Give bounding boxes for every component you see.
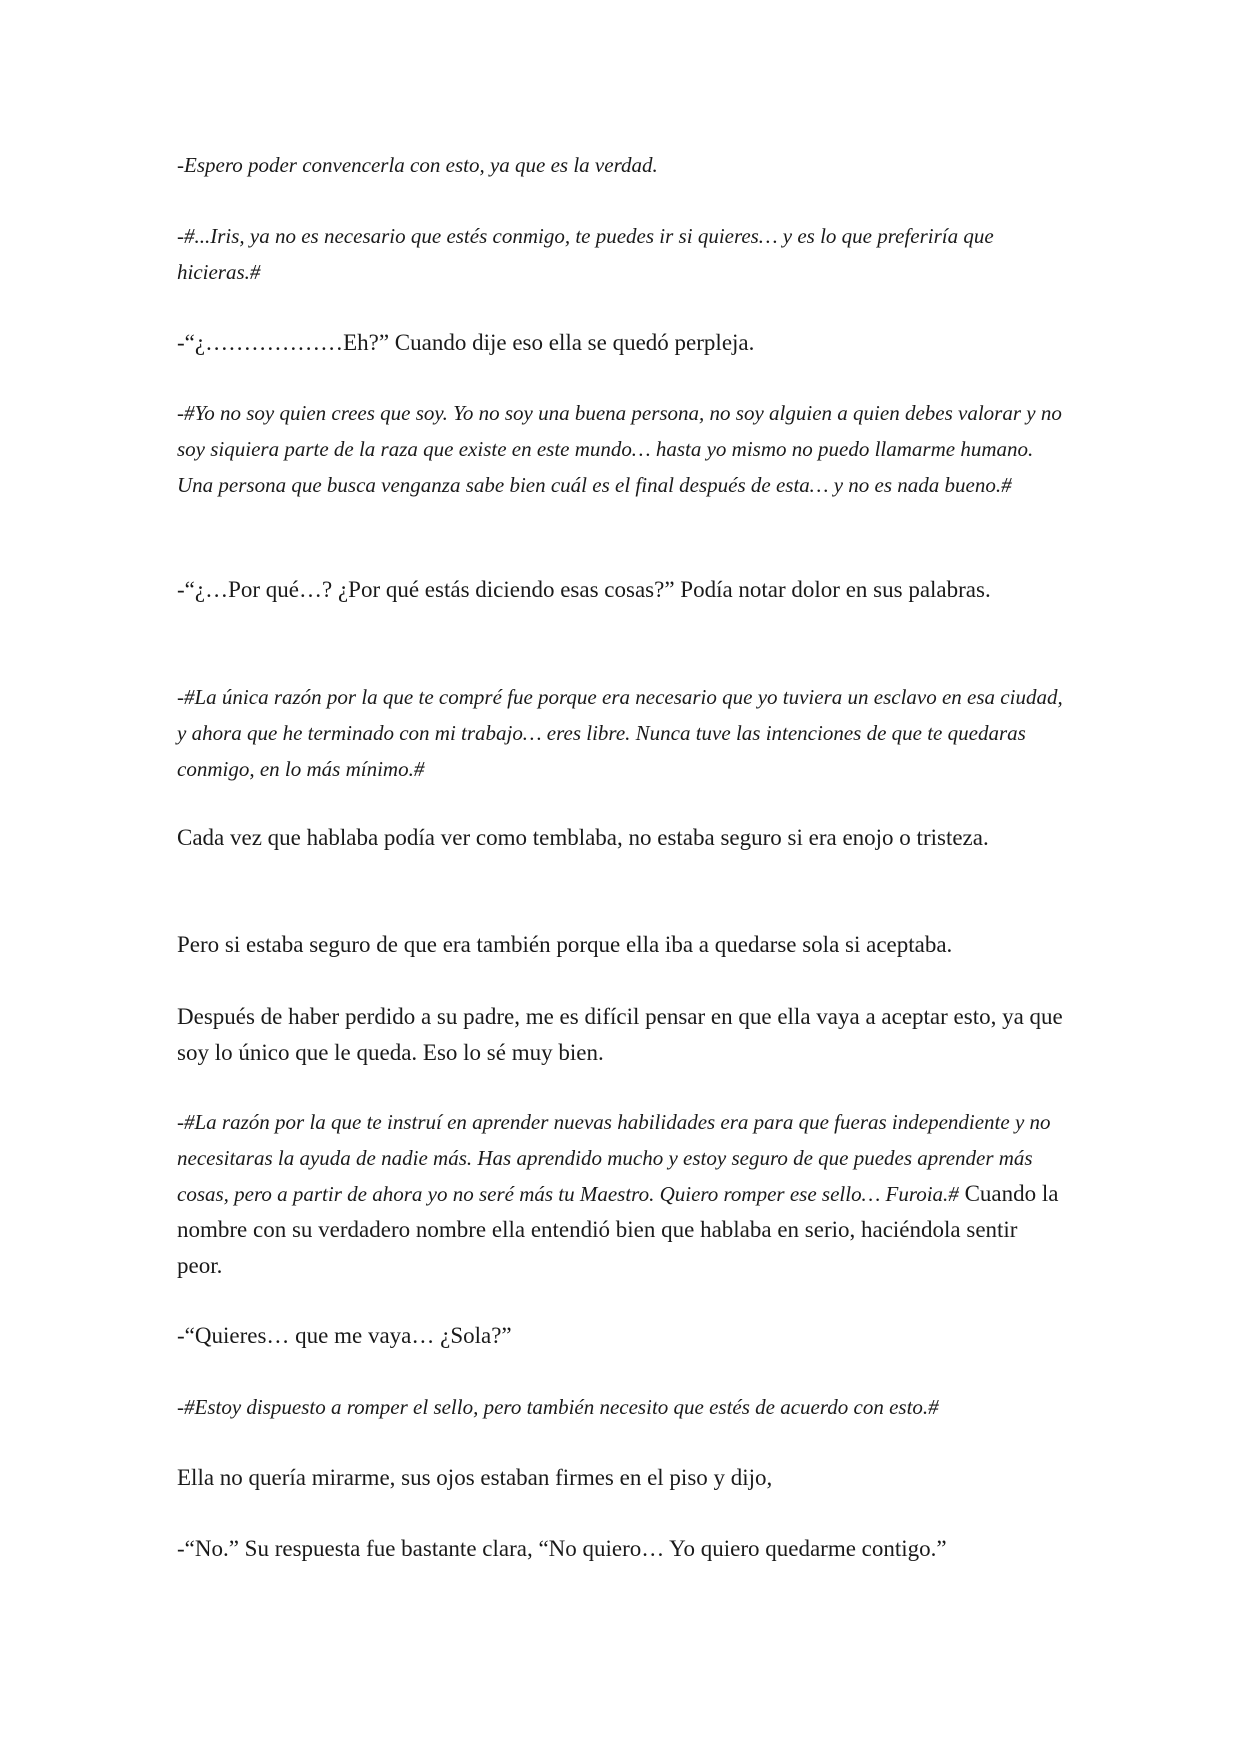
narration: -“¿………………Eh?” Cuando dije eso ella se quedó perpleja. <box>177 330 755 355</box>
italic-dialogue: -#Estoy dispuesto a romper el sello, pero también necesito que estés de acuerdo con esto.# <box>177 1395 939 1419</box>
italic-dialogue: -#La razón por la que te instruí en aprender nuevas habilidades era para que fueras independiente y no necesitaras la ayuda de nadie más. Has aprendido mucho y estoy seguro de que puedes aprender más cosas, pero a partir de ahora yo no seré más tu Maestro. Quiero romper ese sello… Furoia.# <box>177 1110 1051 1206</box>
paragraph-5 <box>177 572 1063 608</box>
narration: Ella no quería mirarme, sus ojos estaban firmes en el piso y dijo, <box>177 1465 773 1490</box>
paragraph-4 <box>177 395 1063 503</box>
narration: Cuando la nombre con su verdadero nombre ella entendió bien que hablaba en serio, haciéndola sentir peor. <box>177 1181 1059 1278</box>
paragraph-10 <box>177 1104 1063 1284</box>
paragraph-6 <box>177 679 1063 787</box>
narration: -“¿…Por qué…? ¿Por qué estás diciendo esas cosas?” Podía notar dolor en sus palabras. <box>177 577 991 602</box>
paragraph-14 <box>177 1531 1063 1567</box>
paragraph-9 <box>177 999 1063 1071</box>
italic-dialogue: -#Yo no soy quien crees que soy. Yo no soy una buena persona, no soy alguien a quien debes valorar y no soy siquiera parte de la raza que existe en este mundo… hasta yo mismo no puedo llamarme humano. Una persona que busca venganza sabe bien cuál es el final después de esta… y no es nada bueno.# <box>177 401 1062 497</box>
paragraph-2 <box>177 218 1063 290</box>
italic-dialogue: -#...Iris, ya no es necesario que estés conmigo, te puedes ir si quieres… y es lo que preferiría que hicieras.# <box>177 224 994 284</box>
paragraph-3 <box>177 325 1063 361</box>
paragraph-1 <box>177 147 1063 183</box>
italic-dialogue: -Espero poder convencerla con esto, ya que es la verdad. <box>177 153 658 177</box>
paragraph-13 <box>177 1460 1063 1496</box>
paragraph-8 <box>177 927 1063 963</box>
narration: -“Quieres… que me vaya… ¿Sola?” <box>177 1323 512 1348</box>
paragraph-11 <box>177 1318 1063 1354</box>
narration: Pero si estaba seguro de que era también porque ella iba a quedarse sola si aceptaba. <box>177 932 953 957</box>
narration: Cada vez que hablaba podía ver como temblaba, no estaba seguro si era enojo o tristeza. <box>177 825 989 850</box>
italic-dialogue: -#La única razón por la que te compré fue porque era necesario que yo tuviera un esclavo en esa ciudad, y ahora que he terminado con mi trabajo… eres libre. Nunca tuve las intenciones de que te quedaras conmigo, en lo más mínimo.# <box>177 685 1063 781</box>
paragraph-7 <box>177 820 1063 856</box>
narration: Después de haber perdido a su padre, me es difícil pensar en que ella vaya a aceptar esto, ya que soy lo único que le queda. Eso lo sé muy bien. <box>177 1004 1063 1065</box>
narration: -“No.” Su respuesta fue bastante clara, “No quiero… Yo quiero quedarme contigo.” <box>177 1536 947 1561</box>
paragraph-12 <box>177 1389 1063 1425</box>
